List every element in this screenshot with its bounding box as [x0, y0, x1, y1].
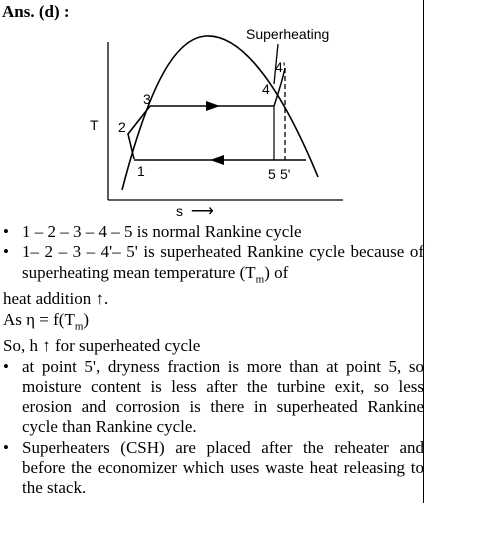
answer-text — [0, 222, 424, 499]
point-2-label: 2 — [118, 119, 126, 135]
bullet-item — [0, 357, 424, 438]
bullet-2-subscript: m — [255, 272, 265, 285]
bullet-item — [0, 438, 424, 499]
x-axis-label: s — [176, 203, 183, 219]
point-1-label: 1 — [137, 163, 145, 179]
bullet-2-text-end: ) of — [264, 262, 289, 282]
eta-relation-line — [0, 310, 424, 337]
point-5-prime-label: 5' — [280, 166, 291, 182]
bullet-1-text: 1 – 2 – 3 – 4 – 5 is normal Rankine cycle — [22, 222, 302, 241]
point-3-label: 3 — [143, 91, 151, 107]
x-axis-arrow-icon: ⟶ — [190, 203, 214, 220]
heat-addition-line: heat addition ↑. — [3, 289, 109, 309]
condensation-arrow — [210, 155, 224, 165]
bullet-dot: • — [3, 222, 9, 241]
answer-label: Ans. (d) : — [2, 2, 70, 21]
bullet-3-text: at point 5', dryness fraction is more than at point 5, so moisture content is less after the turbine exit, so less erosion and corrosion is there in superheated Rankine cycle than Rankine cycle. — [22, 356, 424, 437]
eta-text: As η = f(T — [3, 309, 75, 329]
x-axis-label-group — [176, 201, 214, 221]
ts-diagram — [78, 22, 348, 202]
point-5-label: 5 — [268, 166, 276, 182]
point-4-label: 4 — [262, 81, 270, 97]
bullet-dot: • — [3, 356, 9, 376]
evaporation-arrow — [206, 101, 220, 111]
bullet-dot: • — [3, 437, 9, 457]
y-axis-label: T — [90, 117, 99, 133]
bullet-2-text: 1– 2 – 3 – 4'– 5' is superheated Rankine cycle because of superheating mean temperature (T — [22, 242, 424, 282]
bullet-item — [0, 222, 424, 242]
so-line: So, h ↑ for superheated cycle — [3, 336, 201, 356]
bullet-4-text: Superheaters (CSH) are placed after the reheater and before the economizer which uses waste heat releasing to the stack. — [22, 437, 424, 498]
eta-subscript: m — [74, 319, 84, 332]
eta-text-end: ) — [83, 309, 90, 329]
point-4-prime-label: 4' — [275, 59, 286, 75]
bullet-item — [0, 242, 424, 289]
bullet-dot: • — [3, 242, 9, 262]
superheating-label: Superheating — [246, 26, 330, 42]
